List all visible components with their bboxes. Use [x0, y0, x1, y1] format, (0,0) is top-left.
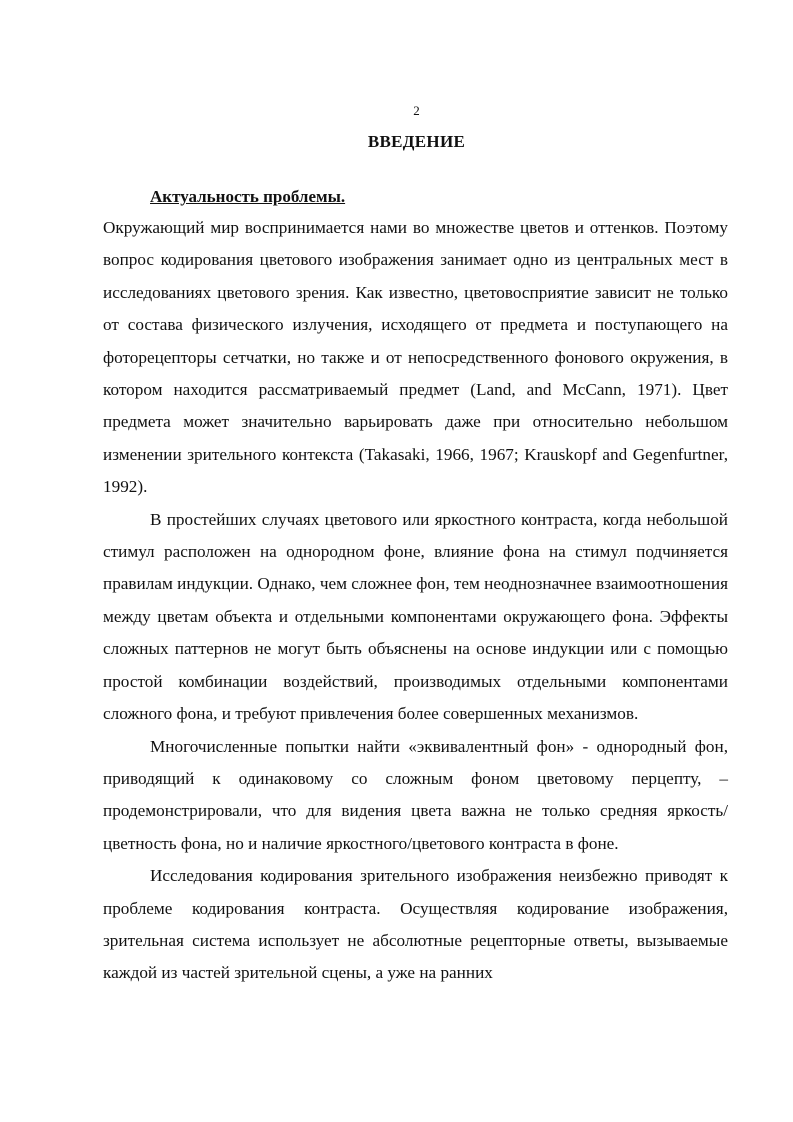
paragraph-4: Исследования кодирования зрительного изображения неизбежно приводят к проблеме кодирования контраста. Осуществляя кодирование изображения, зрительная система использует не абсолютные рецепторные ответы, вызываемые каждой из частей зрительной сцены, а уже на ранних: [103, 866, 728, 983]
section-heading: Актуальность проблемы.: [150, 187, 346, 206]
paragraph-2: В простейших случаях цветового или яркостного контраста, когда небольшой стимул расположен на однородном фоне, влияние фона на стимул подчиняется правилам индукции. Однако, чем сложнее фон, тем неоднозначнее взаимоотношения между цветам объекта и отдельными компонентами окружающего фона. Эффекты сложных паттернов не могут быть объяснены на основе индукции или с помощью простой комбинации воздействий, производимых отдельными компонентами сложного фона, и требуют привлечения более совершенных механизмов.: [103, 509, 728, 724]
page-title: ВВЕДЕНИЕ: [367, 132, 466, 151]
page-number: 2: [413, 103, 420, 118]
body-text: [103, 212, 728, 990]
paragraph-3: Многочисленные попытки найти «эквивалентный фон» - однородный фон, приводящий к одинаковому со сложным фоном цветовому перцепту, – продемонстрировали, что для видения цвета важна не только средняя яркость/ цветность фона, но и наличие яркостного/цветового контраста в фоне.: [103, 736, 728, 853]
paragraph-1: Окружающий мир воспринимается нами во множестве цветов и оттенков. Поэтому вопрос кодирования цветового изображения занимает одно из центральных мест в исследованиях цветового зрения. Как известно, цветовосприятие зависит не только от состава физического излучения, исходящего от предмета и поступающего на фоторецепторы сетчатки, но также и от непосредственного фонового окружения, в котором находится рассматриваемый предмет (Land, and McCann, 1971). Цвет предмета может значительно варьировать даже при относительно небольшом изменении зрительного контекста (Takasaki, 1966, 1967; Krauskopf and Gegenfurtner, 1992).: [103, 218, 728, 497]
